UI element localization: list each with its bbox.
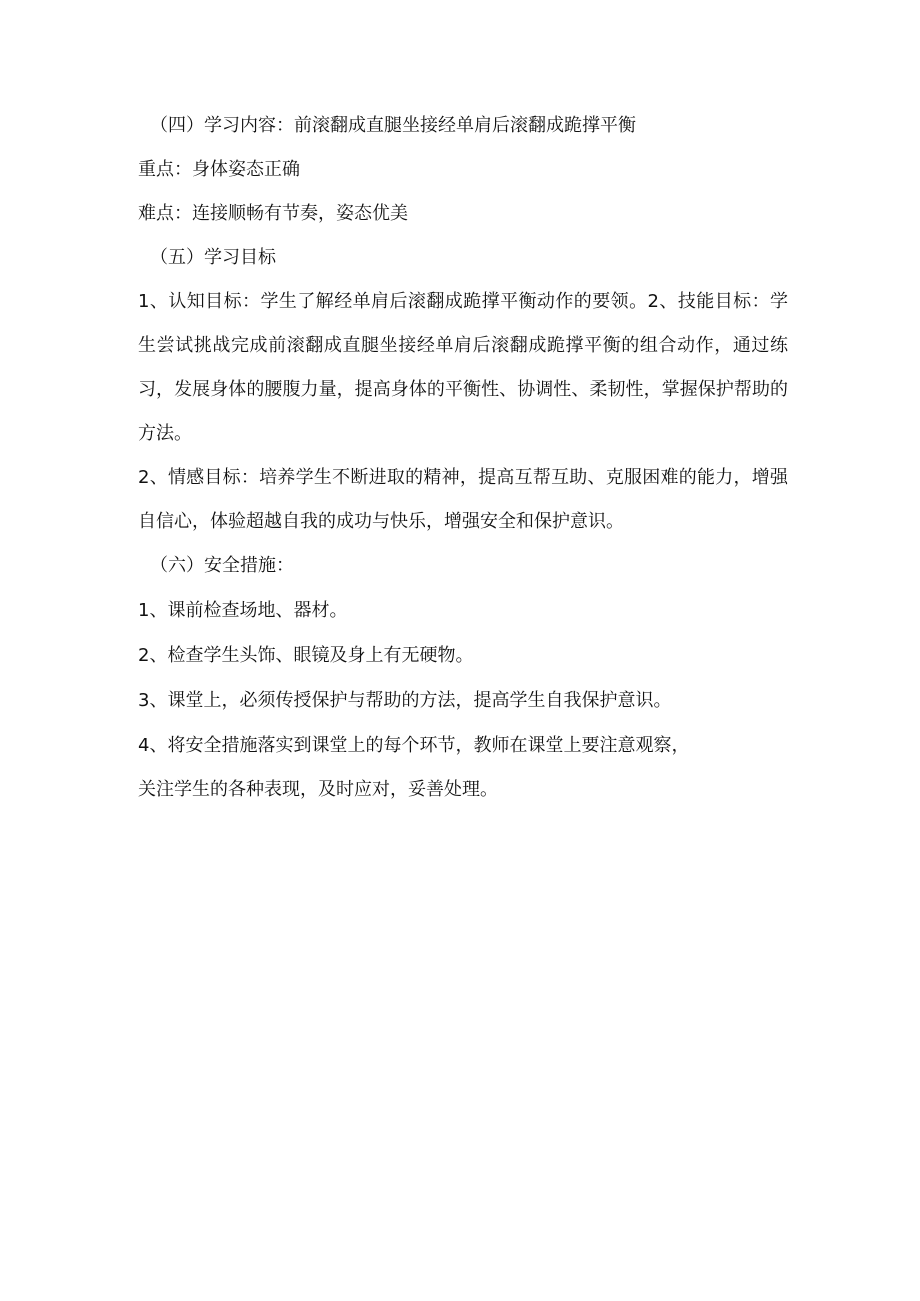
- safety-item: 1、课前检查场地、器材。: [138, 600, 348, 621]
- difficulty-point: 难点：连接顺畅有节奏，姿态优美: [138, 203, 408, 224]
- goal-cognitive-skill: 1、认知目标：学生了解经单肩后滚翻成跪撑平衡动作的要领。2、技能目标：学生尝试挑战完成前滚翻成直腿坐接经单肩后滚翻成跪撑平衡的组合动作，通过练习，发展身体的腰腹力量，提高身体的平衡性、协调性、柔韧性，掌握保护帮助的方法。: [138, 291, 788, 444]
- safety-item: 4、将安全措施落实到课堂上的每个环节，教师在课堂上要注意观察，: [138, 735, 690, 756]
- safety-item: 2、检查学生头饰、眼镜及身上有无硬物。: [138, 645, 474, 666]
- safety-closing: 关注学生的各种表现，及时应对，妥善处理。: [138, 779, 498, 800]
- goal-emotional: 2、情感目标：培养学生不断进取的精神，提高互帮互助、克服困难的能力，增强自信心，体验超越自我的成功与快乐，增强安全和保护意识。: [138, 467, 788, 532]
- document-body: [138, 114, 788, 802]
- section4-heading: （四）学习内容：前滚翻成直腿坐接经单肩后滚翻成跪撑平衡: [150, 115, 636, 136]
- section6-heading: （六）安全措施：: [150, 555, 294, 576]
- section5-heading: （五）学习目标: [150, 247, 276, 268]
- key-point: 重点：身体姿态正确: [138, 159, 300, 180]
- safety-item: 3、课堂上，必须传授保护与帮助的方法，提高学生自我保护意识。: [138, 690, 672, 711]
